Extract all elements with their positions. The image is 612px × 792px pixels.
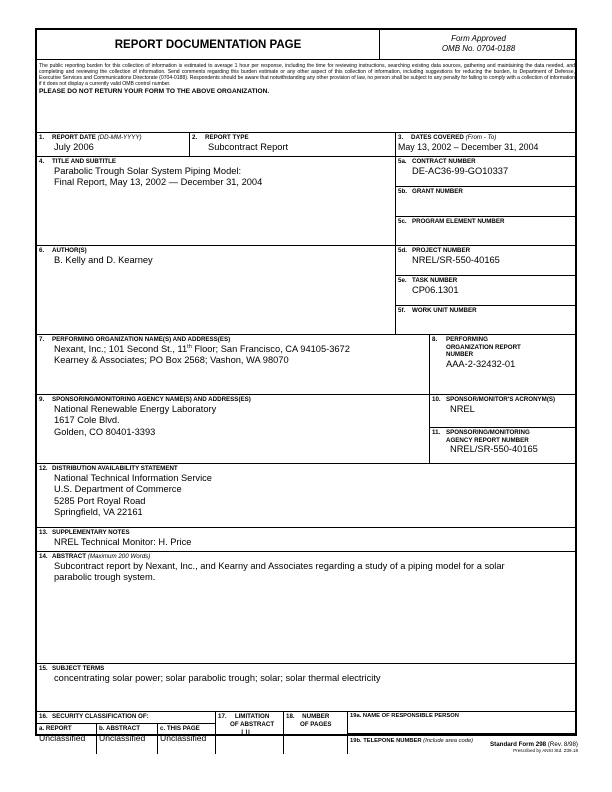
authors-label: AUTHOR(S) <box>52 247 87 254</box>
field-abstract[interactable]: 14. ABSTRACT (Maximum 200 Words) Subcontract report by Nexant, Inc., and Kearny and Associates regarding a study of a piping model for a solar parabolic trough system. <box>37 552 577 664</box>
subject-terms-value: concentrating solar power; solar parabolic trough; solar; solar thermal electricity <box>54 672 381 683</box>
dates-covered-label: DATES COVERED <box>411 134 464 141</box>
field-sponsor-acronym[interactable]: 10. SPONSOR/MONITOR'S ACRONYM(S) NREL <box>430 395 577 428</box>
authors-value: B. Kelly and D. Kearney <box>54 254 153 265</box>
project-number-value: NREL/SR-550-40165 <box>412 254 500 265</box>
sponsoring-agency-label: SPONSORING/MONITORING AGENCY NAME(S) AND ADDRESS(ES) <box>52 396 251 403</box>
field-performing-organization[interactable]: 7. PERFORMING ORGANIZATION NAME(S) AND ADDRESS(ES) Nexant, Inc.; 101 Second St., 11th Floor; San Francisco, CA 94105-3672 Kearney & Associates; PO Box 2568; Vashon, WA 98070 <box>37 335 430 395</box>
sponsoring-agency-line-3: Golden, CO 80401-3393 <box>54 426 156 437</box>
performing-org-label: PERFORMING ORGANIZATION NAME(S) AND ADDRESS(ES) <box>52 336 231 343</box>
report-type-label: REPORT TYPE <box>205 134 249 141</box>
sponsor-acronym-value: NREL <box>450 403 475 414</box>
field-limitation-of-abstract[interactable]: 17. LIMITATION OF ABSTRACT UL <box>216 712 284 754</box>
performing-org-report-number-value: AAA-2-32432-01 <box>446 358 516 369</box>
burden-notice <box>37 60 577 133</box>
field-grant-number[interactable]: 5b. GRANT NUMBER <box>396 187 577 217</box>
agency-report-number-value: NREL/SR-550-40165 <box>450 444 538 454</box>
report-type-value: Subcontract Report <box>208 141 289 152</box>
limitation-value: UL <box>241 728 253 738</box>
field-supplementary-notes[interactable]: 13. SUPPLEMENTARY NOTES NREL Technical Monitor: H. Price <box>37 528 577 552</box>
distribution-line-1: National Technical Information Service <box>54 472 212 483</box>
field-project-number[interactable]: 5d. PROJECT NUMBER NREL/SR-550-40165 <box>396 246 577 276</box>
standard-form-label: Standard Form 298 <box>490 741 547 748</box>
form-footer <box>490 741 578 754</box>
burden-notice-text: The public reporting burden for this collection of information is estimated to average 1 hour per response, including the time for reviewing instructions, searching existing data sources, gathering and maintaining the data needed, and completing and reviewing the collection of information. Send comments regarding this burden estimate or any other aspect of this collection of information, including suggestions for reducing the burden, to Department of Defense, Executive Services and Communications Directorate (0704-0188). Respondents should be aware that notwithstanding any other provision of law, no person shall be subject to any penalty for failing to comply with a collection of information if it does not display a currently valid OMB control number. <box>39 63 575 88</box>
field-security-report[interactable]: a. REPORT Unclassified <box>37 724 97 754</box>
field-security-abstract[interactable]: b. ABSTRACT Unclassified <box>97 724 158 754</box>
sponsoring-agency-line-1: National Renewable Energy Laboratory <box>54 403 217 414</box>
report-date-label: REPORT DATE <box>52 134 96 141</box>
field-dates-covered[interactable]: 3. DATES COVERED (From - To) May 13, 2002 – December 31, 2004 <box>396 133 577 157</box>
title-line-1: Parabolic Trough Solar System Piping Model: <box>54 165 242 176</box>
distribution-line-4: Springfield, VA 22161 <box>54 507 143 517</box>
title-subtitle-label: TITLE AND SUBTITLE <box>52 158 117 165</box>
field-work-unit-number[interactable]: 5f. WORK UNIT NUMBER <box>396 306 577 335</box>
security-abstract-value: Unclassified <box>99 732 146 743</box>
omb-number: OMB No. 0704-0188 <box>441 44 516 53</box>
performing-org-line-2: Kearney & Associates; PO Box 2568; Vashon, WA 98070 <box>54 355 289 365</box>
field-security-this-page[interactable]: c. THIS PAGE Unclassified <box>158 724 216 754</box>
do-not-return-notice: PLEASE DO NOT RETURN YOUR FORM TO THE ABOVE ORGANIZATION. <box>39 88 270 96</box>
field-sponsoring-agency[interactable]: 9. SPONSORING/MONITORING AGENCY NAME(S) AND ADDRESS(ES) National Renewable Energy Laboratory 1617 Cole Blvd. Golden, CO 80401-3393 <box>37 395 430 464</box>
form-title: REPORT DOCUMENTATION PAGE <box>37 30 380 60</box>
field-authors[interactable]: 6. AUTHOR(S) B. Kelly and D. Kearney <box>37 246 396 335</box>
abstract-line-1: Subcontract report by Nexant, Inc., and Kearny and Associates regarding a study of a piping model for a solar <box>54 560 505 571</box>
distribution-line-2: U.S. Department of Commerce <box>54 484 182 494</box>
omb-box <box>380 30 577 60</box>
revision-label: (Rev. 8/98) <box>547 741 578 748</box>
field-responsible-person[interactable]: 19a. NAME OF RESPONSIBLE PERSON <box>348 712 577 734</box>
task-number-value: CP06.1301 <box>412 284 459 295</box>
abstract-line-2: parabolic trough system. <box>54 572 156 582</box>
form-approved-label: Form Approved <box>451 34 506 43</box>
sponsoring-agency-line-2: 1617 Cole Blvd. <box>54 415 120 425</box>
field-number-of-pages[interactable]: 18. NUMBER OF PAGES <box>284 712 348 754</box>
dates-covered-value: May 13, 2002 – December 31, 2004 <box>398 141 539 152</box>
field-telephone-number[interactable]: 19b. TELEPONE NUMBER (Include area code) <box>350 738 474 744</box>
security-this-page-value: Unclassified <box>160 732 207 743</box>
field-security-classification: 16. SECURITY CLASSIFICATION OF: <box>37 712 216 724</box>
field-contract-number[interactable]: 5a. CONTRACT NUMBER DE-AC36-99-GO10337 <box>396 157 577 187</box>
contract-number-value: DE-AC36-99-GO10337 <box>412 165 509 176</box>
report-documentation-form <box>35 28 577 744</box>
security-report-value: Unclassified <box>39 732 86 743</box>
distribution-line-3: 5285 Port Royal Road <box>54 495 146 506</box>
title-line-2: Final Report, May 13, 2002 — December 31, 2004 <box>54 177 263 187</box>
field-title-subtitle[interactable]: 4. TITLE AND SUBTITLE Parabolic Trough Solar System Piping Model: Final Report, May 13, 2002 — December 31, 2004 <box>37 157 396 246</box>
field-agency-report-number[interactable]: 11. SPONSORING/MONITORING AGENCY REPORT NUMBER NREL/SR-550-40165 <box>430 428 577 464</box>
field-subject-terms[interactable]: 15. SUBJECT TERMS concentrating solar power; solar parabolic trough; solar; solar thermal electricity <box>37 664 577 712</box>
field-performing-org-report-number[interactable]: 8. PERFORMING ORGANIZATION REPORT NUMBER AAA-2-32432-01 <box>430 335 577 395</box>
supplementary-notes-value: NREL Technical Monitor: H. Price <box>54 536 192 547</box>
prescribed-label: Prescribed by ANSI Std. Z39.18 <box>513 748 578 753</box>
performing-org-line-1: Nexant, Inc.; 101 Second St., 11th Floor; San Francisco, CA 94105-3672 <box>54 343 350 354</box>
field-program-element-number[interactable]: 5c. PROGRAM ELEMENT NUMBER <box>396 217 577 246</box>
report-date-value: July 2006 <box>54 141 94 152</box>
field-task-number[interactable]: 5e. TASK NUMBER CP06.1301 <box>396 276 577 306</box>
field-distribution-statement[interactable]: 12. DISTRIBUTION AVAILABILITY STATEMENT National Technical Information Service U.S. Department of Commerce 5285 Port Royal Road Springfield, VA 22161 <box>37 464 577 528</box>
field-report-type[interactable]: 2. REPORT TYPE Subcontract Report <box>190 133 396 157</box>
field-report-date[interactable]: 1. REPORT DATE (DD-MM-YYYY) July 2006 <box>37 133 190 157</box>
